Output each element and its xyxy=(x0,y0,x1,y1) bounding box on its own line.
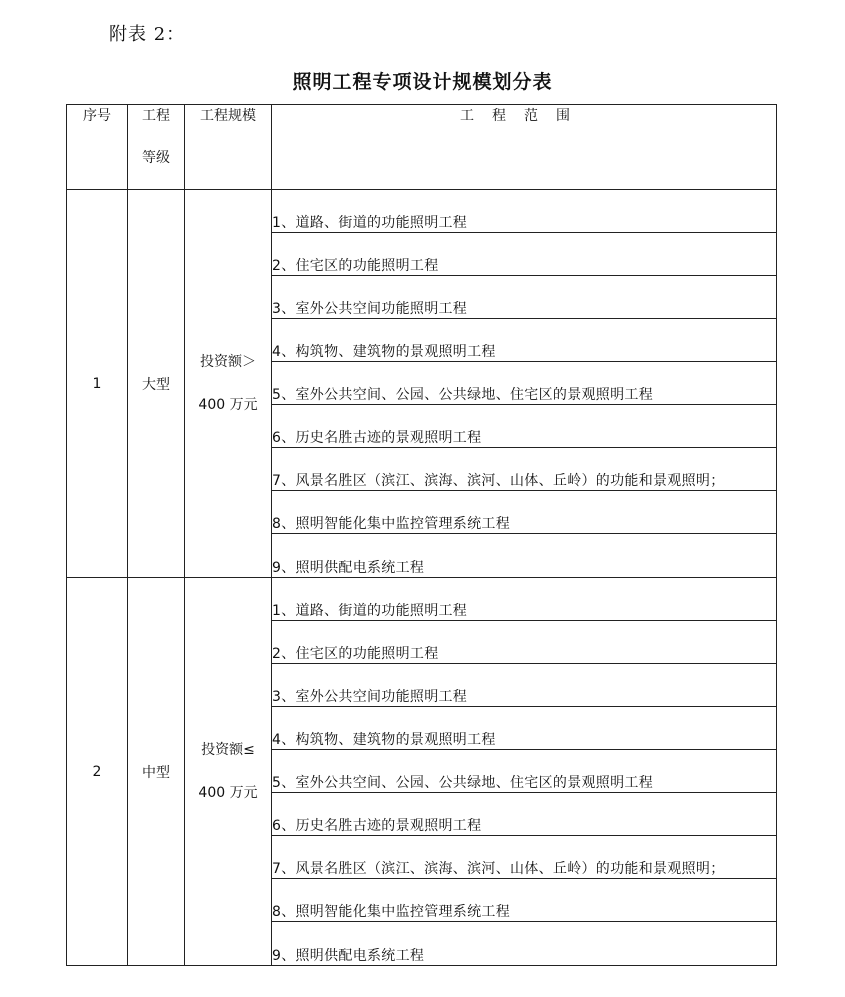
header-grade-line2: 等级 xyxy=(142,150,170,166)
scope-item: 7、风景名胜区（滨江、滨海、滨河、山体、丘岭）的功能和景观照明； xyxy=(272,448,777,491)
scope-item: 5、室外公共空间、公园、公共绿地、住宅区的景观照明工程 xyxy=(272,362,777,405)
table-row xyxy=(67,578,777,621)
scope-item: 3、室外公共空间功能照明工程 xyxy=(272,276,777,319)
group-grade: 中型 xyxy=(128,578,185,966)
scope-item: 4、构筑物、建筑物的景观照明工程 xyxy=(272,707,777,750)
group-seq: 1 xyxy=(67,190,128,578)
group-scale-line1: 投资额≤ xyxy=(201,742,255,758)
scope-item: 9、照明供配电系统工程 xyxy=(272,534,777,578)
scope-item: 2、住宅区的功能照明工程 xyxy=(272,233,777,276)
scope-item: 3、室外公共空间功能照明工程 xyxy=(272,664,777,707)
document-title: 照明工程专项设计规模划分表 xyxy=(292,71,553,93)
scope-item: 9、照明供配电系统工程 xyxy=(272,922,777,966)
group-grade: 大型 xyxy=(128,190,185,578)
scope-item: 6、历史名胜古迹的景观照明工程 xyxy=(272,405,777,448)
group-scale-line2: 400 万元 xyxy=(198,785,258,801)
table-header-row xyxy=(67,105,777,190)
header-scale: 工程规模 xyxy=(185,105,272,190)
scale-classification-table xyxy=(66,104,777,966)
group-scale xyxy=(185,578,272,966)
group-scale-line2: 400 万元 xyxy=(198,397,258,413)
scope-item: 8、照明智能化集中监控管理系统工程 xyxy=(272,491,777,534)
attachment-label: 附表 2： xyxy=(109,24,186,45)
scope-item: 5、室外公共空间、公园、公共绿地、住宅区的景观照明工程 xyxy=(272,750,777,793)
header-grade xyxy=(128,105,185,190)
table-body xyxy=(67,190,777,966)
group-scale-line1: 投资额＞ xyxy=(200,354,256,370)
scope-item: 4、构筑物、建筑物的景观照明工程 xyxy=(272,319,777,362)
scope-item: 2、住宅区的功能照明工程 xyxy=(272,621,777,664)
group-scale xyxy=(185,190,272,578)
table-row xyxy=(67,190,777,233)
scope-item: 7、风景名胜区（滨江、滨海、滨河、山体、丘岭）的功能和景观照明； xyxy=(272,836,777,879)
header-scope: 工程范围 xyxy=(272,105,777,190)
scope-item: 1、道路、街道的功能照明工程 xyxy=(272,578,777,621)
header-grade-line1: 工程 xyxy=(142,108,170,124)
group-seq: 2 xyxy=(67,578,128,966)
scope-item: 1、道路、街道的功能照明工程 xyxy=(272,190,777,233)
scope-item: 6、历史名胜古迹的景观照明工程 xyxy=(272,793,777,836)
scope-item: 8、照明智能化集中监控管理系统工程 xyxy=(272,879,777,922)
header-seq: 序号 xyxy=(67,105,128,190)
